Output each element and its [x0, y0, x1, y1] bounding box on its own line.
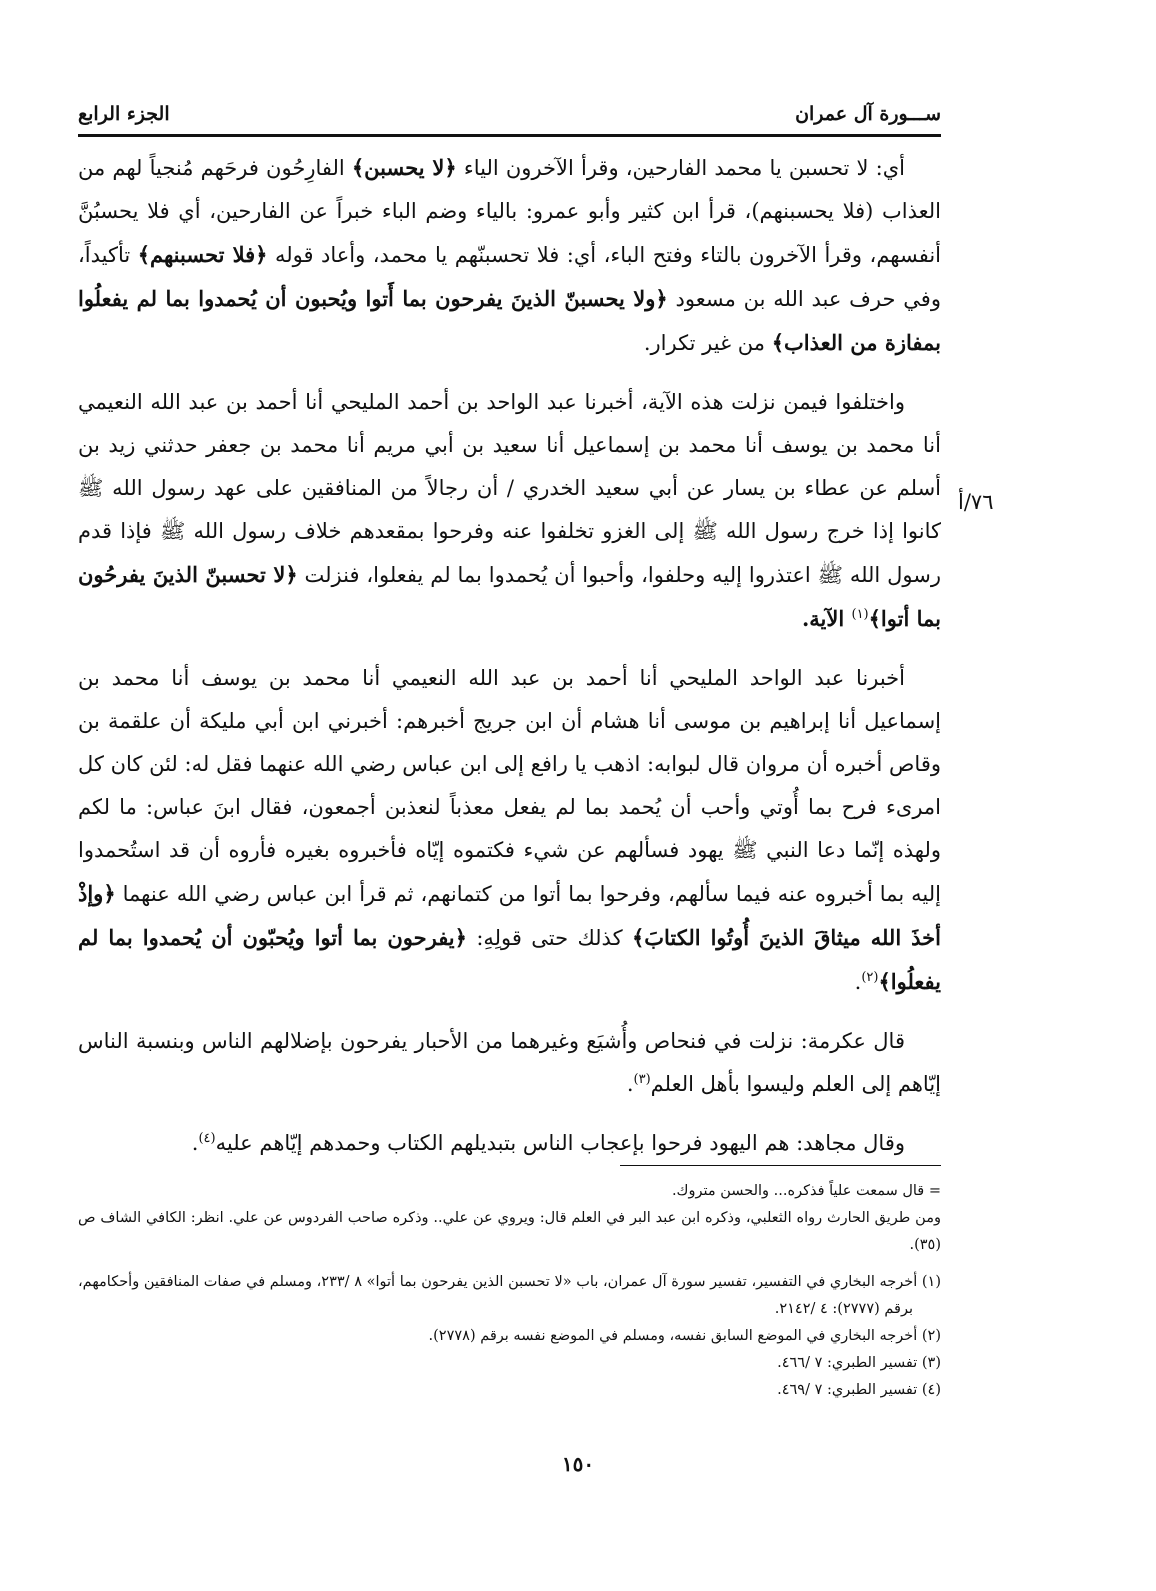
- manuscript-folio-marker: ٧٦/أ: [958, 490, 994, 514]
- quran-quote: ﴿وإذْ أخذَ الله ميثاقَ الذينَ أُوتُوا الكتابَ﴾: [78, 881, 941, 950]
- footnote-divider: [620, 1165, 941, 1166]
- paragraph-2: [78, 381, 941, 641]
- footnote-1: (١) أخرجه البخاري في التفسير، تفسير سورة آل عمران، باب «لا تحسبن الذين يفرحون بما أتوا» ٨ /٢٣٣، ومسلم في صفات المنافقين وأحكامهم، برقم (٢٧٧٧): ٤ /٢١٤٢.: [78, 1274, 941, 1317]
- text-run: واختلفوا فيمن نزلت هذه الآية، أخبرنا عبد الواحد بن أحمد المليحي أنا أحمد بن عبد الله النعيمي أنا محمد بن يوسف أنا محمد بن إسماعيل أنا سعيد بن أبي مريم أنا محمد بن جعفر حدثني زيد بن أسلم عن عطاء بن يسار عن أبي سعيد الخدري / أن رجالاً من المنافقين على عهد رسول الله ﷺ كانوا إذا خرج رسول الله ﷺ إلى الغزو تخلفوا عنه وفرحوا بمقعدهم خلاف رسول الله ﷺ فإذا قدم رسول الله ﷺ اعتذروا إليه وحلفوا، وأحبوا أن يُحمدوا بما لم يفعلوا، فنزلت: [78, 390, 941, 587]
- text-run: وقال مجاهد: هم اليهود فرحوا بإعجاب الناس بتبديلهم الكتاب وحمدهم إيّاهم عليه: [215, 1131, 905, 1155]
- main-text: [78, 146, 941, 1165]
- footnotes: [78, 1178, 941, 1404]
- text-run: أخبرنا عبد الواحد المليحي أنا أحمد بن عبد الله النعيمي أنا محمد بن يوسف أنا محمد بن إسماعيل أنا إبراهيم بن موسى أنا هشام أن ابن جريج أخبرهم: أخبرني ابن أبي مليكة أن علقمة بن وقاص أخبره أن مروان قال لبوابه: اذهب يا رافع إلى ابن عباس رضي الله عنهما فقل له: لئن كان كل امرىء فرح بما أُوتي وأحب أن يُحمد بما لم يفعل معذباً لنعذبن أجمعون، فقال ابنَ عباس: ما لكم ولهذه إنّما دعا النبي ﷺ يهود فسألهم عن شيء فكتموه إيّاه فأخبروه بغيره فأروه أن قد استُحمدوا إليه بما أخبروه عنه فيما سألهم، وفرحوا بما أتوا من كتمانهم، ثم قرأ ابن عباس رضي الله عنهما: [78, 666, 941, 906]
- footnote-ref: (٢): [861, 970, 879, 985]
- page-number: ١٥٠: [561, 1452, 595, 1476]
- paragraph-3: [78, 657, 941, 1004]
- text-run: من غير تكرار.: [643, 331, 772, 355]
- surah-title: ســـورة آل عمران: [795, 103, 941, 125]
- text-run: قال عكرمة: نزلت في فنحاص وأُشيَع وغيرهما من الأحبار يفرحون بإضلالهم الناس وبنسبة الناس إيّاهم إلى العلم وليسوا بأهل العلم: [78, 1029, 941, 1096]
- text-run: كذلك حتى قولِهِ:: [466, 926, 632, 950]
- footnote-ref: (١): [851, 607, 869, 622]
- text-run: .: [854, 970, 862, 994]
- quran-quote: ﴿لا يحسبن﴾: [351, 155, 457, 180]
- footnote-3: (٣) تفسير الطبري: ٧ /٤٦٦.: [777, 1355, 941, 1371]
- paragraph-5: [78, 1122, 941, 1165]
- quran-quote: ﴿لا تحسبنّ الذينَ يفرحُون بما أتوا﴾: [78, 562, 941, 631]
- quran-quote: ﴿ولا يحسبنّ الذينَ يفرحون بما أَتوا ويُحبون أن يُحمدوا بما لم يفعلُوا بمفازة من العذاب﴾: [78, 286, 941, 355]
- footnote-ref: (٤): [198, 1131, 216, 1146]
- footnote-ref: (٣): [633, 1072, 651, 1087]
- quran-quote: ﴿فلا تحسبنهم﴾: [137, 242, 268, 267]
- text-run: أي: لا تحسبن يا محمد الفارحين، وقرأ الآخرون الياء: [456, 156, 906, 180]
- text-run: .: [191, 1131, 199, 1155]
- quran-quote: ﴿يفرحون بما أتوا ويُحبّون أن يُحمدوا بما لم يفعلُوا﴾: [78, 925, 941, 994]
- text-run: .: [626, 1072, 634, 1096]
- footnote-2: (٢) أخرجه البخاري في الموضع السابق نفسه، ومسلم في الموضع نفسه برقم (٢٧٧٨).: [428, 1328, 941, 1344]
- running-header: [78, 94, 941, 137]
- volume-title: الجزء الرابع: [78, 103, 170, 125]
- paragraph-4: [78, 1020, 941, 1106]
- text-run: تأكيداً، وفي حرف عبد الله بن مسعود: [78, 243, 941, 311]
- footnote-continuation: ومن طريق الحارث رواه الثعلبي، وذكره ابن عبد البر في العلم قال: ويروي عن علي.. وذكره صاحب الفردوس عن علي. انظر: الكافي الشاف ص (٣٥).: [78, 1210, 941, 1253]
- text-run: الفارِحُون فرحَهم مُنجياً لهم من العذاب (فلا يحسبنهم)، قرأ ابن كثير وأبو عمرو: بالياء وضم الباء خبراً عن الفارحين، أي فلا يحسبُنَّ أنفسهم، وقرأ الآخرون بالتاء وفتح الباء، أي: فلا تحسبنّهم يا محمد، وأعاد قوله: [78, 156, 942, 267]
- paragraph-1: [78, 146, 941, 365]
- text-run: الآية.: [801, 606, 852, 631]
- footnote-4: (٤) تفسير الطبري: ٧ /٤٦٩.: [777, 1382, 941, 1398]
- footnote-continuation: = قال سمعت علياً فذكره... والحسن متروك.: [671, 1183, 941, 1199]
